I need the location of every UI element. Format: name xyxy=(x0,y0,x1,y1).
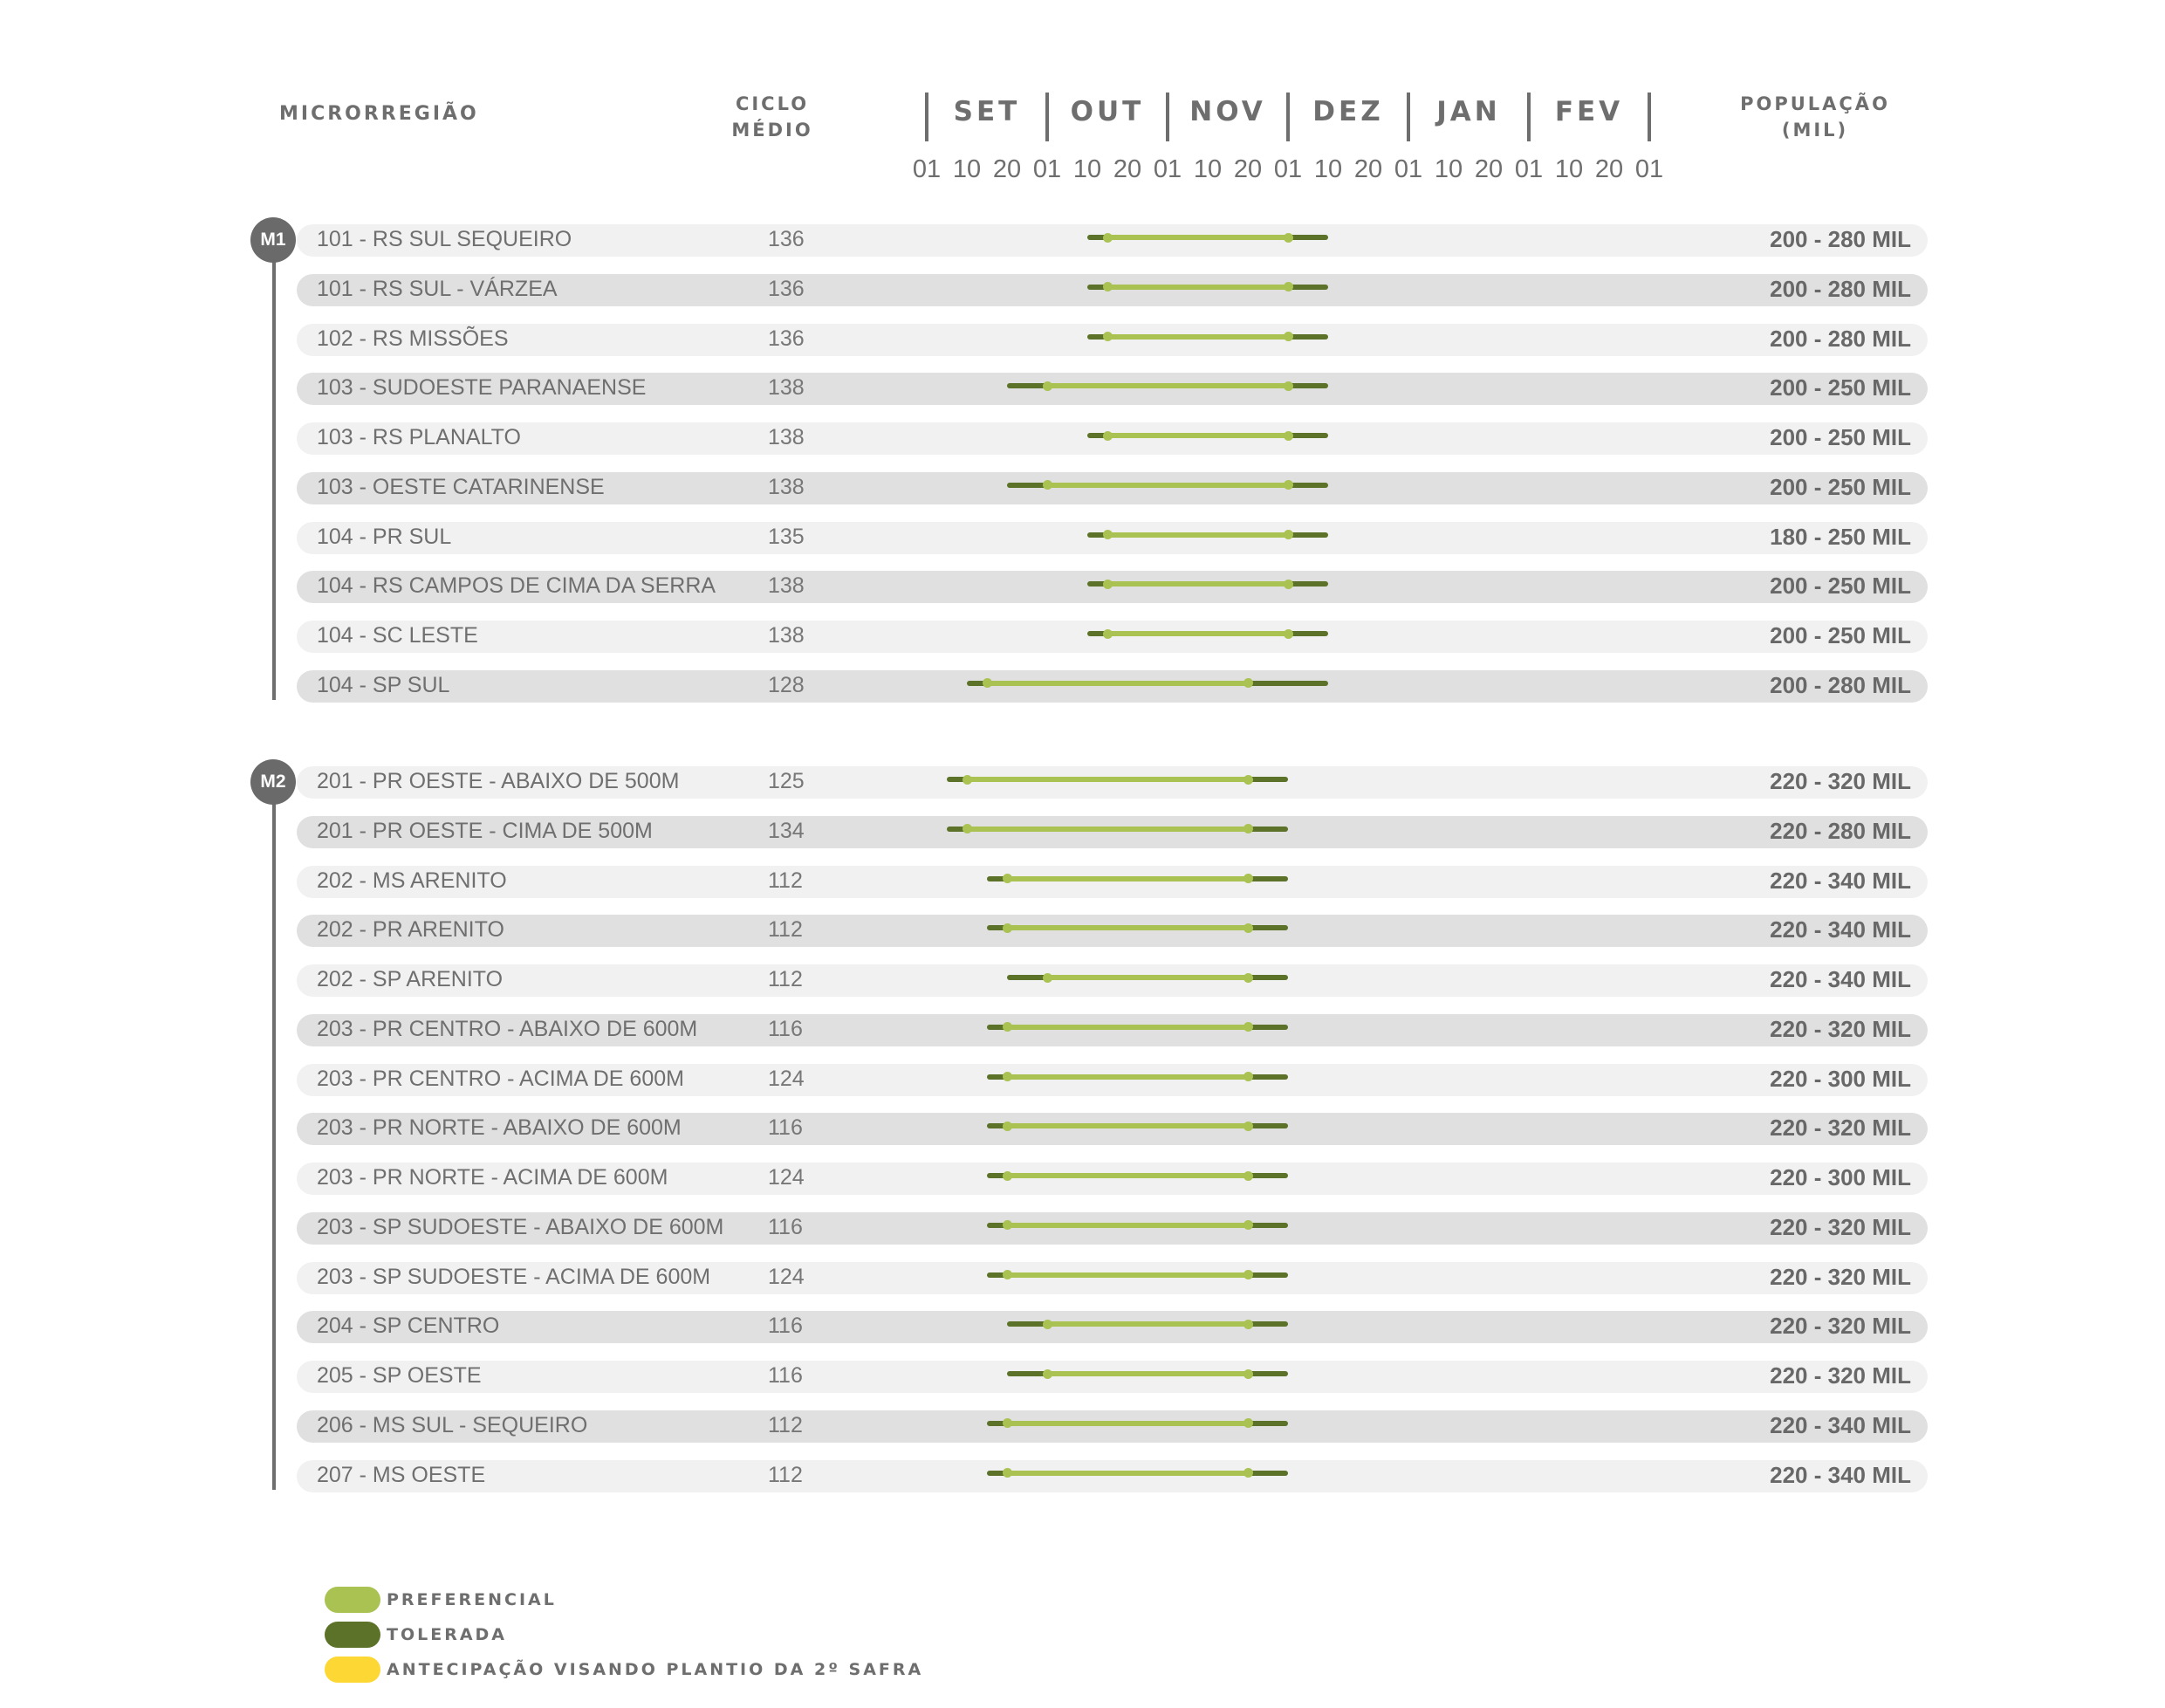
day-tick-label: 10 xyxy=(1313,155,1343,183)
microregion-name: 103 - OESTE CATARINENSE xyxy=(317,474,605,499)
microregion-name: 104 - SP SUL xyxy=(317,672,450,697)
cycle-header-line1: CICLO xyxy=(735,93,810,114)
month-label-set: SET xyxy=(953,96,1021,127)
legend-label-antecipacao: ANTECIPAÇÃO VISANDO PLANTIO DA 2º SAFRA xyxy=(387,1660,924,1679)
preferencial-endpoint xyxy=(1003,874,1012,883)
cycle-value: 124 xyxy=(768,1066,805,1091)
population-value: 220 - 340 MIL xyxy=(1770,966,1911,992)
preferencial-bar xyxy=(1107,581,1288,586)
day-tick-label: 10 xyxy=(1554,155,1584,183)
microregion-name: 104 - RS CAMPOS DE CIMA DA SERRA xyxy=(317,573,716,599)
day-tick-label: 01 xyxy=(912,155,942,183)
day-tick-label: 20 xyxy=(1594,155,1624,183)
preferencial-endpoint xyxy=(1244,1418,1253,1428)
preferencial-endpoint xyxy=(1103,282,1113,292)
preferencial-endpoint xyxy=(1244,973,1253,983)
preferencial-bar xyxy=(1007,876,1248,881)
population-value: 220 - 340 MIL xyxy=(1770,1461,1911,1488)
microregion-name: 103 - SUDOESTE PARANAENSE xyxy=(317,375,647,401)
preferencial-endpoint xyxy=(1043,381,1052,391)
microregion-name: 101 - RS SUL SEQUEIRO xyxy=(317,227,572,251)
population-value: 220 - 340 MIL xyxy=(1770,867,1911,894)
table-row xyxy=(297,324,1928,356)
preferencial-bar xyxy=(1007,1471,1248,1476)
cycle-value: 124 xyxy=(768,1264,805,1289)
legend-swatch-tolerada xyxy=(325,1622,380,1648)
legend-swatch-preferencial xyxy=(325,1587,380,1613)
preferencial-endpoint xyxy=(1284,282,1293,292)
preferencial-endpoint xyxy=(1103,530,1113,539)
microregion-name: 102 - RS MISSÕES xyxy=(317,326,509,351)
population-value: 220 - 300 MIL xyxy=(1770,1164,1911,1190)
microregion-name: 206 - MS SUL - SEQUEIRO xyxy=(317,1412,588,1437)
preferencial-endpoint xyxy=(1244,678,1253,688)
preferencial-endpoint xyxy=(1284,431,1293,441)
day-tick-label: 01 xyxy=(1273,155,1303,183)
day-tick-label: 01 xyxy=(1394,155,1423,183)
population-header-line1: POPULAÇÃO xyxy=(1740,93,1890,114)
population-value: 200 - 280 MIL xyxy=(1770,325,1911,352)
table-row xyxy=(297,422,1928,455)
month-label-nov: NOV xyxy=(1189,96,1266,127)
population-value: 200 - 280 MIL xyxy=(1770,671,1911,698)
cycle-value: 112 xyxy=(768,967,803,991)
month-label-dez: DEZ xyxy=(1312,96,1384,127)
preferencial-endpoint xyxy=(1003,1468,1012,1478)
population-value: 200 - 280 MIL xyxy=(1770,275,1911,302)
cycle-value: 136 xyxy=(768,227,805,251)
population-value: 200 - 280 MIL xyxy=(1770,226,1911,252)
microregion-name: 203 - PR NORTE - ACIMA DE 600M xyxy=(317,1165,668,1190)
preferencial-endpoint xyxy=(1244,1220,1253,1230)
preferencial-endpoint xyxy=(963,824,972,833)
day-tick-label: 10 xyxy=(1072,155,1102,183)
preferencial-endpoint xyxy=(1103,233,1113,243)
preferencial-endpoint xyxy=(1244,1468,1253,1478)
cycle-value: 116 xyxy=(768,1214,803,1239)
microregion-name: 203 - PR CENTRO - ABAIXO DE 600M xyxy=(317,1016,698,1041)
population-value: 200 - 250 MIL xyxy=(1770,622,1911,648)
preferencial-bar xyxy=(1047,483,1288,488)
microregion-name: 203 - SP SUDOESTE - ACIMA DE 600M xyxy=(317,1264,711,1289)
preferencial-endpoint xyxy=(1003,1022,1012,1032)
cycle-value: 116 xyxy=(768,1016,803,1041)
population-value: 220 - 320 MIL xyxy=(1770,1313,1911,1340)
preferencial-endpoint xyxy=(1284,332,1293,341)
table-row xyxy=(297,670,1928,703)
group-badge-m1: M1 xyxy=(250,217,296,263)
preferencial-endpoint xyxy=(1284,381,1293,391)
microregion-name: 202 - SP ARENITO xyxy=(317,967,504,991)
preferencial-bar xyxy=(1047,383,1288,388)
microregion-name: 104 - SC LESTE xyxy=(317,623,478,648)
preferencial-endpoint xyxy=(963,775,972,785)
cycle-value: 134 xyxy=(768,818,805,843)
preferencial-endpoint xyxy=(1043,973,1052,983)
microregion-name: 207 - MS OESTE xyxy=(317,1462,486,1487)
preferencial-endpoint xyxy=(1244,1369,1253,1379)
month-label-out: OUT xyxy=(1070,96,1145,127)
microregion-name: 201 - PR OESTE - ABAIXO DE 500M xyxy=(317,769,680,793)
day-tick-label: 01 xyxy=(1153,155,1182,183)
day-tick-label: 20 xyxy=(1233,155,1263,183)
cycle-value: 112 xyxy=(768,1412,803,1437)
preferencial-endpoint xyxy=(1244,1072,1253,1081)
preferencial-bar xyxy=(1007,1421,1248,1426)
preferencial-endpoint xyxy=(983,678,992,688)
cycle-value: 128 xyxy=(768,672,805,697)
preferencial-bar xyxy=(1107,285,1288,290)
preferencial-endpoint xyxy=(1003,1072,1012,1081)
cycle-value: 112 xyxy=(768,868,803,893)
table-row xyxy=(297,964,1928,997)
preferencial-endpoint xyxy=(1244,1171,1253,1181)
preferencial-endpoint xyxy=(1003,1171,1012,1181)
preferencial-endpoint xyxy=(1103,629,1113,639)
preferencial-endpoint xyxy=(1003,1220,1012,1230)
microregion-name: 203 - SP SUDOESTE - ABAIXO DE 600M xyxy=(317,1214,724,1239)
population-value: 220 - 340 MIL xyxy=(1770,916,1911,943)
cycle-value: 138 xyxy=(768,623,805,648)
microregion-name: 203 - PR NORTE - ABAIXO DE 600M xyxy=(317,1115,682,1141)
cycle-header-line2: MÉDIO xyxy=(731,120,813,141)
preferencial-bar xyxy=(1107,334,1288,340)
preferencial-bar xyxy=(1007,1173,1248,1178)
preferencial-bar xyxy=(1047,1371,1248,1376)
day-tick-label: 20 xyxy=(1474,155,1504,183)
preferencial-bar xyxy=(1107,235,1288,240)
group-connector-line xyxy=(272,775,276,1490)
microregion-name: 205 - SP OESTE xyxy=(317,1363,482,1388)
population-column-header xyxy=(1684,91,1946,143)
preferencial-bar xyxy=(1007,925,1248,930)
preferencial-endpoint xyxy=(1244,824,1253,833)
population-header-line2: (MIL) xyxy=(1781,120,1849,141)
preferencial-endpoint xyxy=(1003,1270,1012,1279)
preferencial-endpoint xyxy=(1244,923,1253,933)
cycle-value: 138 xyxy=(768,375,805,401)
microregion-name: 203 - PR CENTRO - ACIMA DE 600M xyxy=(317,1066,684,1091)
population-value: 220 - 320 MIL xyxy=(1770,1263,1911,1290)
cycle-value: 136 xyxy=(768,276,805,301)
microregion-name: 101 - RS SUL - VÁRZEA xyxy=(317,276,558,301)
preferencial-bar xyxy=(1007,1025,1248,1030)
preferencial-endpoint xyxy=(1284,530,1293,539)
population-value: 180 - 250 MIL xyxy=(1770,523,1911,550)
microregion-name: 202 - MS ARENITO xyxy=(317,868,507,893)
month-label-jan: JAN xyxy=(1436,96,1501,127)
cycle-value: 138 xyxy=(768,573,805,599)
preferencial-bar xyxy=(1047,1321,1248,1327)
preferencial-endpoint xyxy=(1103,332,1113,341)
preferencial-bar xyxy=(987,681,1248,686)
cycle-value: 112 xyxy=(768,917,803,943)
day-tick-label: 01 xyxy=(1514,155,1544,183)
legend-swatch-antecipacao xyxy=(325,1657,380,1683)
population-value: 220 - 320 MIL xyxy=(1770,1213,1911,1240)
preferencial-endpoint xyxy=(1244,775,1253,785)
legend-label-tolerada: TOLERADA xyxy=(387,1625,508,1644)
preferencial-endpoint xyxy=(1103,580,1113,589)
microregion-name: 202 - PR ARENITO xyxy=(317,917,504,943)
preferencial-endpoint xyxy=(1244,1122,1253,1131)
population-value: 220 - 340 MIL xyxy=(1770,1411,1911,1438)
cycle-value: 116 xyxy=(768,1314,803,1339)
group-connector-line xyxy=(272,233,276,700)
preferencial-endpoint xyxy=(1284,480,1293,490)
preferencial-endpoint xyxy=(1043,1369,1052,1379)
population-value: 220 - 320 MIL xyxy=(1770,1115,1911,1142)
population-value: 200 - 250 MIL xyxy=(1770,424,1911,450)
cycle-value: 138 xyxy=(768,474,805,499)
cycle-value: 135 xyxy=(768,524,805,549)
preferencial-bar xyxy=(1107,433,1288,438)
preferencial-bar xyxy=(967,827,1248,832)
day-tick-label: 10 xyxy=(1434,155,1463,183)
population-value: 200 - 250 MIL xyxy=(1770,473,1911,500)
microregion-column-header: MICRORREGIÃO xyxy=(279,103,479,125)
preferencial-bar xyxy=(1047,975,1248,980)
day-tick-label: 10 xyxy=(952,155,982,183)
day-tick-label: 20 xyxy=(1353,155,1383,183)
group-badge-m2: M2 xyxy=(250,759,296,805)
table-row xyxy=(297,866,1928,898)
population-value: 220 - 320 MIL xyxy=(1770,1362,1911,1389)
month-label-fev: FEV xyxy=(1554,96,1624,127)
population-value: 200 - 250 MIL xyxy=(1770,573,1911,600)
table-row xyxy=(297,1361,1928,1393)
preferencial-endpoint xyxy=(1043,1320,1052,1329)
cycle-value: 138 xyxy=(768,425,805,449)
preferencial-endpoint xyxy=(1284,233,1293,243)
population-value: 200 - 250 MIL xyxy=(1770,374,1911,401)
cycle-value: 124 xyxy=(768,1165,805,1190)
day-tick-label: 01 xyxy=(1032,155,1062,183)
population-value: 220 - 280 MIL xyxy=(1770,817,1911,844)
cycle-value: 116 xyxy=(768,1115,803,1141)
cycle-value: 112 xyxy=(768,1462,803,1487)
preferencial-bar xyxy=(1107,631,1288,636)
microregion-name: 201 - PR OESTE - CIMA DE 500M xyxy=(317,818,653,843)
table-row xyxy=(297,1460,1928,1492)
preferencial-bar xyxy=(967,777,1248,782)
microregion-name: 103 - RS PLANALTO xyxy=(317,425,521,449)
population-value: 220 - 320 MIL xyxy=(1770,1015,1911,1042)
preferencial-bar xyxy=(1007,1223,1248,1228)
table-row xyxy=(297,915,1928,947)
cycle-value: 125 xyxy=(768,769,805,793)
month-separator xyxy=(1648,93,1651,141)
preferencial-endpoint xyxy=(1043,480,1052,490)
preferencial-bar xyxy=(1007,1123,1248,1128)
population-value: 220 - 300 MIL xyxy=(1770,1065,1911,1092)
preferencial-endpoint xyxy=(1244,1320,1253,1329)
legend-label-preferencial: PREFERENCIAL xyxy=(387,1590,557,1609)
microregion-name: 204 - SP CENTRO xyxy=(317,1314,500,1339)
preferencial-endpoint xyxy=(1003,923,1012,933)
preferencial-endpoint xyxy=(1003,1122,1012,1131)
preferencial-endpoint xyxy=(1244,874,1253,883)
preferencial-endpoint xyxy=(1103,431,1113,441)
preferencial-endpoint xyxy=(1244,1270,1253,1279)
table-row xyxy=(297,1311,1928,1343)
preferencial-endpoint xyxy=(1003,1418,1012,1428)
population-value: 220 - 320 MIL xyxy=(1770,768,1911,794)
preferencial-bar xyxy=(1007,1074,1248,1080)
day-tick-label: 20 xyxy=(1113,155,1142,183)
preferencial-endpoint xyxy=(1284,629,1293,639)
day-tick-label: 10 xyxy=(1193,155,1223,183)
preferencial-bar xyxy=(1007,1272,1248,1278)
microregion-name: 104 - PR SUL xyxy=(317,524,452,549)
table-row xyxy=(297,621,1928,653)
table-row xyxy=(297,522,1928,554)
cycle-column-header xyxy=(698,91,846,143)
preferencial-bar xyxy=(1107,532,1288,538)
cycle-value: 116 xyxy=(768,1363,803,1388)
cycle-value: 136 xyxy=(768,326,805,351)
preferencial-endpoint xyxy=(1244,1022,1253,1032)
day-tick-label: 20 xyxy=(992,155,1022,183)
day-tick-label: 01 xyxy=(1634,155,1664,183)
preferencial-endpoint xyxy=(1284,580,1293,589)
